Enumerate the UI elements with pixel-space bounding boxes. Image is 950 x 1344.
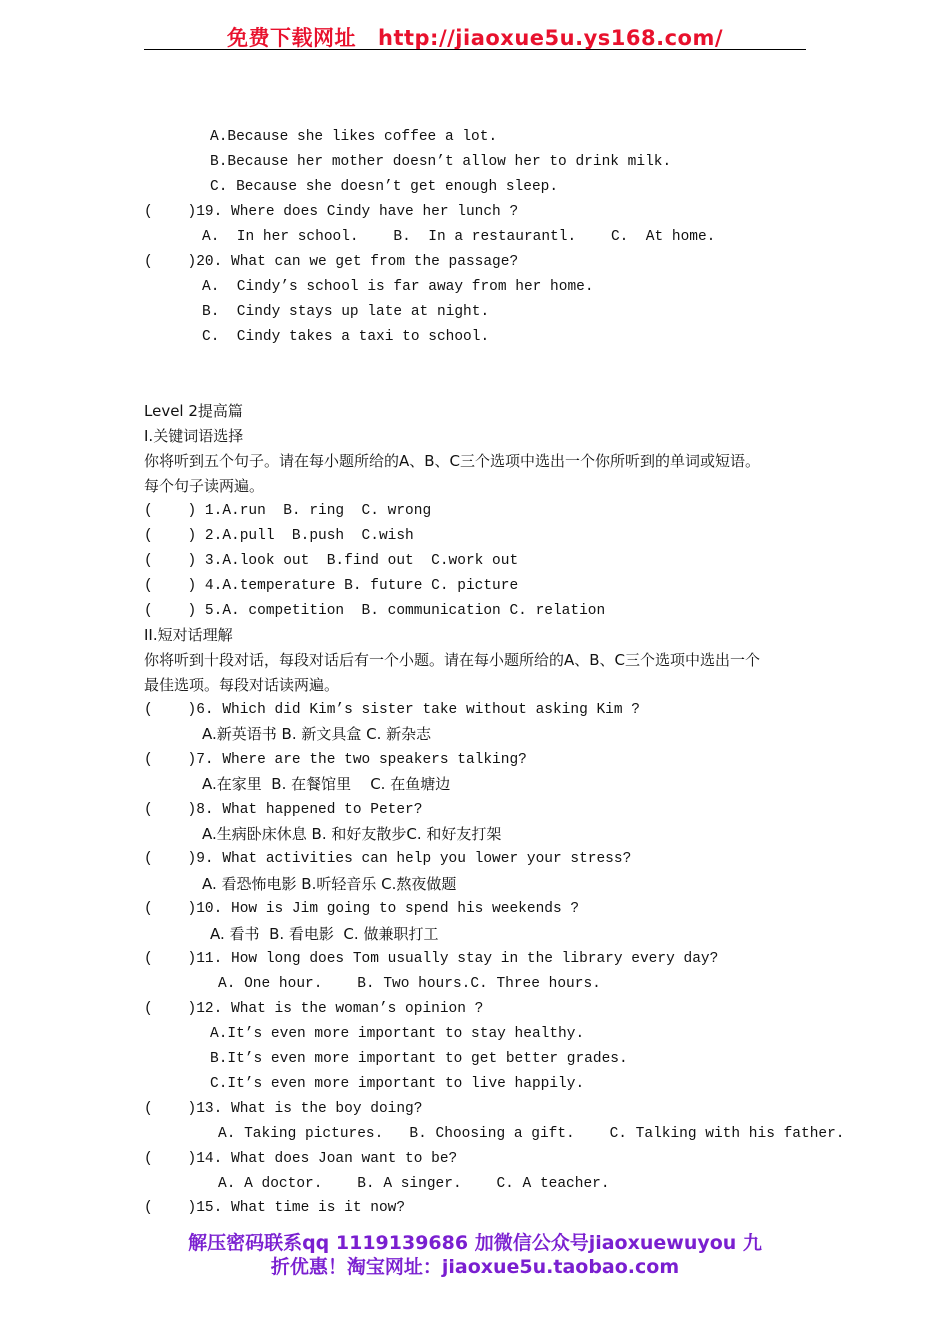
option-line: A.生病卧床休息 B. 和好友散步C. 和好友打架 <box>202 825 502 843</box>
question-line: ( )7. Where are the two speakers talking? <box>144 752 527 768</box>
question-line: ( ) 4.A.temperature B. future C. picture <box>144 578 519 594</box>
footer-contact-line: 解压密码联系qq 1119139686 加微信公众号jiaoxuewuyou 九 <box>188 1232 762 1254</box>
question-line: ( )13. What is the boy doing? <box>144 1101 423 1117</box>
question-line: ( ) 2.A.pull B.push C.wish <box>144 528 414 544</box>
option-line: A.新英语书 B. 新文具盒 C. 新杂志 <box>202 725 432 743</box>
page-header <box>0 22 950 52</box>
option-line: A. 看恐怖电影 B.听轻音乐 C.熬夜做题 <box>202 875 457 893</box>
question-line: ( )11. How long does Tom usually stay in the library every day? <box>144 951 719 967</box>
instruction-text: 你将听到十段对话，每段对话后有一个小题。请在每小题所给的A、B、C三个选项中选出一个 <box>144 651 761 669</box>
option-line: A.在家里 B. 在餐馆里 C. 在鱼塘边 <box>202 775 451 793</box>
option-line: A.It’s even more important to stay healthy. <box>210 1026 585 1042</box>
question-line: ( )12. What is the woman’s opinion ? <box>144 1001 484 1017</box>
question-line: ( ) 1.A.run B. ring C. wrong <box>144 503 432 519</box>
instruction-text: 最佳选项。每段对话读两遍。 <box>144 676 340 694</box>
section-level-heading: Level 2提高篇 <box>144 402 243 420</box>
instruction-text: 每个句子读两遍。 <box>144 477 265 495</box>
footer-shop-line: 折优惠！淘宝网址：jiaoxue5u.taobao.com <box>270 1256 680 1278</box>
header-rule <box>144 49 806 50</box>
option-line: A. A doctor. B. A singer. C. A teacher. <box>218 1176 610 1192</box>
section-heading: I.关键词语选择 <box>144 427 244 445</box>
instruction-text: 你将听到五个句子。请在每小题所给的A、B、C三个选项中选出一个你所听到的单词或短语。 <box>144 452 761 470</box>
question-line: ( )9. What activities can help you lower your stress? <box>144 851 632 867</box>
header-label: 免费下载网址 <box>227 26 356 50</box>
option-line: C. Cindy takes a taxi to school. <box>202 329 490 345</box>
question-line: ( )15. What time is it now? <box>144 1200 406 1216</box>
option-line: B.It’s even more important to get better grades. <box>210 1051 628 1067</box>
option-line: B. Cindy stays up late at night. <box>202 304 490 320</box>
option-line: A. One hour. B. Two hours.C. Three hours. <box>218 976 601 992</box>
question-line: ( )19. Where does Cindy have her lunch ? <box>144 204 519 220</box>
option-line: A. In her school. B. In a restaurantl. C. At home. <box>202 229 716 245</box>
question-line: ( )6. Which did Kim’s sister take without asking Kim ? <box>144 702 640 718</box>
option-line: A. Cindy’s school is far away from her home. <box>202 279 594 295</box>
question-line: ( )8. What happened to Peter? <box>144 802 423 818</box>
option-line: A. Taking pictures. B. Choosing a gift. C. Talking with his father. <box>218 1126 845 1142</box>
question-line: ( )10. How is Jim going to spend his weekends ? <box>144 901 580 917</box>
question-line: ( )14. What does Joan want to be? <box>144 1151 458 1167</box>
option-line: C. Because she doesn’t get enough sleep. <box>210 179 559 195</box>
question-line: ( ) 5.A. competition B. communication C. relation <box>144 603 606 619</box>
question-line: ( ) 3.A.look out B.find out C.work out <box>144 553 519 569</box>
question-line: ( )20. What can we get from the passage? <box>144 254 519 270</box>
option-line: C.It’s even more important to live happily. <box>210 1076 585 1092</box>
option-line: A. 看书 B. 看电影 C. 做兼职打工 <box>210 925 439 943</box>
option-line: B.Because her mother doesn’t allow her to drink milk. <box>210 154 672 170</box>
option-line: A.Because she likes coffee a lot. <box>210 129 498 145</box>
header-url-link[interactable]: http://jiaoxue5u.ys168.com/ <box>378 26 723 50</box>
section-heading: II.短对话理解 <box>144 626 233 644</box>
